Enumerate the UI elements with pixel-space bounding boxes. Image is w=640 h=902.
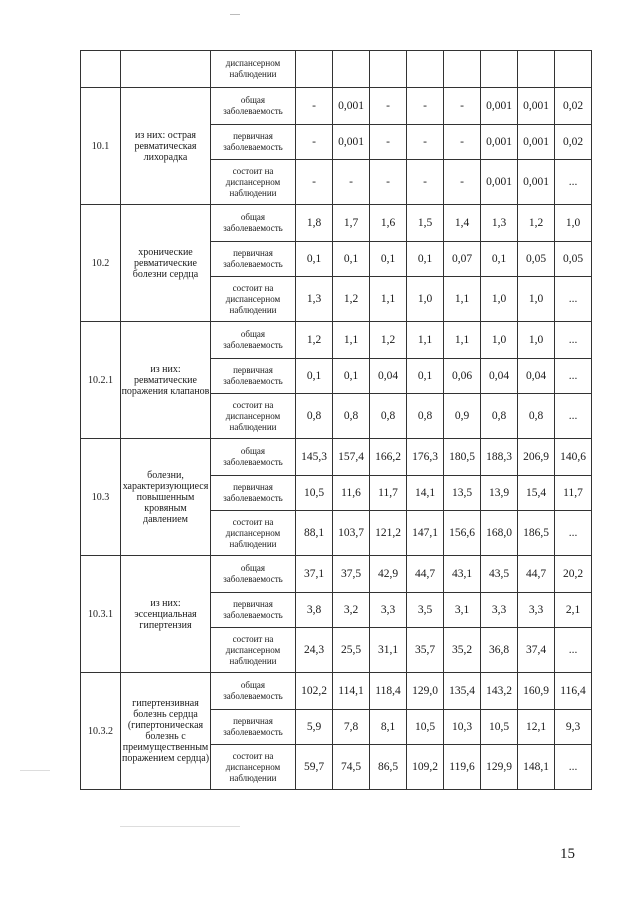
value-cell: 1,6 [370,205,407,242]
value-cell: 14,1 [407,476,444,511]
value-cell: - [407,160,444,205]
value-cell: 13,9 [481,476,518,511]
value-cell: 0,8 [407,394,444,439]
value-cell: 148,1 [518,745,555,790]
value-cell: 166,2 [370,439,407,476]
value-cell: - [370,88,407,125]
value-cell: 37,1 [296,556,333,593]
value-cell [296,51,333,88]
value-cell: 176,3 [407,439,444,476]
value-cell: 0,1 [407,242,444,277]
value-cell: ... [555,277,592,322]
value-cell: 0,02 [555,125,592,160]
code-cell: 10.3 [81,439,121,556]
value-cell: 1,1 [444,322,481,359]
value-cell: 37,5 [333,556,370,593]
value-cell: 0,001 [333,125,370,160]
value-cell: 119,6 [444,745,481,790]
value-cell: 10,5 [407,710,444,745]
indicator-cell: первичная заболеваемость [211,125,296,160]
value-cell: 145,3 [296,439,333,476]
value-cell: 35,2 [444,628,481,673]
code-cell: 10.1 [81,88,121,205]
value-cell: 11,7 [555,476,592,511]
value-cell: 129,9 [481,745,518,790]
value-cell: ... [555,394,592,439]
value-cell: 0,9 [444,394,481,439]
table-row [81,556,592,593]
value-cell: 102,2 [296,673,333,710]
value-cell: 1,3 [481,205,518,242]
value-cell: 43,5 [481,556,518,593]
value-cell: 103,7 [333,511,370,556]
value-cell: 42,9 [370,556,407,593]
morbidity-table [80,50,592,790]
value-cell: 20,2 [555,556,592,593]
value-cell: 8,1 [370,710,407,745]
value-cell: ... [555,628,592,673]
value-cell: 37,4 [518,628,555,673]
value-cell: 1,0 [555,205,592,242]
value-cell: 11,6 [333,476,370,511]
indicator-cell: состоит на диспансерном наблюдении [211,628,296,673]
value-cell: 1,5 [407,205,444,242]
disease-name-cell: из них: эссенциальная гипертензия [121,556,211,673]
value-cell: 13,5 [444,476,481,511]
value-cell: 160,9 [518,673,555,710]
value-cell: 1,2 [296,322,333,359]
indicator-cell: состоит на диспансерном наблюдении [211,160,296,205]
indicator-cell: общая заболеваемость [211,673,296,710]
value-cell: 59,7 [296,745,333,790]
value-cell: 1,2 [518,205,555,242]
value-cell: 25,5 [333,628,370,673]
value-cell: 12,1 [518,710,555,745]
value-cell: 0,07 [444,242,481,277]
value-cell: 24,3 [296,628,333,673]
value-cell: 0,1 [370,242,407,277]
value-cell [333,51,370,88]
value-cell: 1,4 [444,205,481,242]
value-cell: 0,001 [518,160,555,205]
value-cell: 0,8 [296,394,333,439]
value-cell: 44,7 [407,556,444,593]
value-cell: - [296,125,333,160]
indicator-cell: общая заболеваемость [211,322,296,359]
value-cell: 10,3 [444,710,481,745]
value-cell: 0,001 [481,88,518,125]
value-cell: 2,1 [555,593,592,628]
value-cell: 3,3 [518,593,555,628]
value-cell: 1,0 [518,322,555,359]
value-cell: 0,8 [333,394,370,439]
disease-name-cell: из них: острая ревматическая лихорадка [121,88,211,205]
value-cell: 74,5 [333,745,370,790]
value-cell: 188,3 [481,439,518,476]
disease-name-cell: гипертензивная болезнь сердца (гипертоническая болезнь с преимущественным поражением сердца) [121,673,211,790]
value-cell: 1,1 [407,322,444,359]
value-cell: 157,4 [333,439,370,476]
value-cell: 0,1 [296,359,333,394]
value-cell: 0,8 [518,394,555,439]
value-cell [518,51,555,88]
code-cell: 10.2.1 [81,322,121,439]
value-cell: 0,1 [333,359,370,394]
code-cell: 10.3.2 [81,673,121,790]
indicator-cell: общая заболеваемость [211,88,296,125]
value-cell: 186,5 [518,511,555,556]
value-cell: 35,7 [407,628,444,673]
value-cell: ... [555,322,592,359]
indicator-cell: состоит на диспансерном наблюдении [211,511,296,556]
value-cell: 0,1 [407,359,444,394]
page-number: 15 [560,846,575,862]
value-cell: 0,05 [518,242,555,277]
value-cell: 11,7 [370,476,407,511]
disease-name-cell: болезни, характеризующиеся повышенным кровяным давлением [121,439,211,556]
value-cell [481,51,518,88]
value-cell: 1,3 [296,277,333,322]
value-cell: 10,5 [481,710,518,745]
value-cell: 1,8 [296,205,333,242]
value-cell: 206,9 [518,439,555,476]
indicator-cell: общая заболеваемость [211,556,296,593]
value-cell: 0,04 [518,359,555,394]
value-cell: 1,0 [481,322,518,359]
value-cell: 88,1 [296,511,333,556]
value-cell: 129,0 [407,673,444,710]
value-cell: 0,1 [333,242,370,277]
table-row [81,205,592,242]
value-cell: 44,7 [518,556,555,593]
value-cell: 1,2 [370,322,407,359]
code-cell [81,51,121,88]
value-cell: 1,1 [370,277,407,322]
value-cell: 86,5 [370,745,407,790]
value-cell: 3,5 [407,593,444,628]
indicator-cell: первичная заболеваемость [211,359,296,394]
value-cell: 7,8 [333,710,370,745]
value-cell: 180,5 [444,439,481,476]
value-cell: 140,6 [555,439,592,476]
disease-name-cell: хронические ревматические болезни сердца [121,205,211,322]
indicator-cell: первичная заболеваемость [211,476,296,511]
value-cell: 3,3 [481,593,518,628]
indicator-cell: диспансерном наблюдении [211,51,296,88]
value-cell: 0,001 [518,88,555,125]
value-cell: 0,02 [555,88,592,125]
table-row-continued [81,51,592,88]
value-cell: - [370,160,407,205]
value-cell: 0,05 [555,242,592,277]
value-cell: 0,001 [481,160,518,205]
value-cell: ... [555,359,592,394]
value-cell: 0,1 [481,242,518,277]
value-cell: - [296,88,333,125]
value-cell: 3,3 [370,593,407,628]
indicator-cell: первичная заболеваемость [211,242,296,277]
value-cell: 43,1 [444,556,481,593]
table-row [81,673,592,710]
value-cell: 109,2 [407,745,444,790]
name-cell [121,51,211,88]
value-cell: 0,1 [296,242,333,277]
value-cell: 121,2 [370,511,407,556]
value-cell: 15,4 [518,476,555,511]
value-cell: 1,0 [481,277,518,322]
value-cell: 0,04 [481,359,518,394]
value-cell: 0,06 [444,359,481,394]
value-cell [555,51,592,88]
value-cell: 3,1 [444,593,481,628]
value-cell: 0,8 [481,394,518,439]
value-cell: 143,2 [481,673,518,710]
value-cell: 1,1 [444,277,481,322]
value-cell: 168,0 [481,511,518,556]
value-cell: 116,4 [555,673,592,710]
value-cell: 0,04 [370,359,407,394]
value-cell: - [444,88,481,125]
value-cell: 147,1 [407,511,444,556]
value-cell: 0,001 [481,125,518,160]
indicator-cell: состоит на диспансерном наблюдении [211,745,296,790]
value-cell: 31,1 [370,628,407,673]
value-cell [444,51,481,88]
indicator-cell: состоит на диспансерном наблюдении [211,277,296,322]
value-cell: 3,2 [333,593,370,628]
value-cell: ... [555,160,592,205]
value-cell: 9,3 [555,710,592,745]
value-cell: 1,0 [518,277,555,322]
value-cell: - [407,125,444,160]
value-cell [407,51,444,88]
value-cell: 0,8 [370,394,407,439]
indicator-cell: общая заболеваемость [211,439,296,476]
value-cell: 1,2 [333,277,370,322]
value-cell: 1,0 [407,277,444,322]
indicator-cell: состоит на диспансерном наблюдении [211,394,296,439]
scan-artifact [230,14,240,15]
value-cell: - [333,160,370,205]
value-cell: - [370,125,407,160]
value-cell: - [296,160,333,205]
value-cell: 3,8 [296,593,333,628]
value-cell: 36,8 [481,628,518,673]
table-row [81,322,592,359]
value-cell: ... [555,745,592,790]
value-cell: 10,5 [296,476,333,511]
value-cell: 118,4 [370,673,407,710]
value-cell: - [407,88,444,125]
value-cell: 1,7 [333,205,370,242]
value-cell: ... [555,511,592,556]
scan-artifact [120,826,240,827]
code-cell: 10.2 [81,205,121,322]
indicator-cell: общая заболеваемость [211,205,296,242]
code-cell: 10.3.1 [81,556,121,673]
value-cell: 114,1 [333,673,370,710]
value-cell: 0,001 [518,125,555,160]
scan-artifact [20,770,50,771]
table-row [81,439,592,476]
value-cell: 1,1 [333,322,370,359]
value-cell: 156,6 [444,511,481,556]
value-cell: 5,9 [296,710,333,745]
value-cell: 135,4 [444,673,481,710]
disease-name-cell: из них: ревматические поражения клапанов [121,322,211,439]
value-cell: - [444,160,481,205]
table-row [81,88,592,125]
indicator-cell: первичная заболеваемость [211,593,296,628]
value-cell: - [444,125,481,160]
indicator-cell: первичная заболеваемость [211,710,296,745]
value-cell [370,51,407,88]
value-cell: 0,001 [333,88,370,125]
